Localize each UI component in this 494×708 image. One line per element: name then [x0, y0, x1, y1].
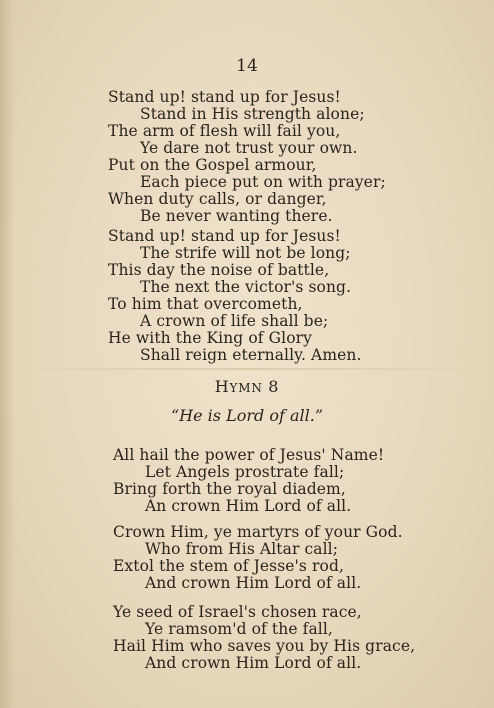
hymn-heading-initial: H: [214, 377, 230, 396]
verse-line: Crown Him, ye martyrs of your God.: [113, 523, 403, 541]
page-number: 14: [236, 56, 258, 76]
verse-line: Extol the stem of Jesse's rod,: [113, 557, 344, 575]
verse-line: Stand up! stand up for Jesus!: [108, 88, 341, 106]
verse-line: And crown Him Lord of all.: [145, 654, 362, 672]
verse-line: Ye dare not trust your own.: [140, 139, 358, 157]
verse-line: Let Angels prostrate fall;: [145, 463, 345, 481]
verse-line: Who from His Altar call;: [145, 540, 339, 558]
verse-line: Shall reign eternally. Amen.: [140, 346, 362, 364]
verse-line: All hail the power of Jesus' Name!: [113, 446, 385, 464]
page-fold: [0, 368, 494, 370]
verse-line: Put on the Gospel armour,: [108, 156, 317, 174]
verse-line: The next the victor's song.: [140, 278, 352, 296]
verse-line: He with the King of Glory: [108, 329, 312, 347]
verse-line: Stand up! stand up for Jesus!: [108, 227, 341, 245]
verse-line: When duty calls, or danger,: [108, 190, 327, 208]
page-edge-shadow: [0, 0, 14, 708]
verse-line: A crown of life shall be;: [140, 312, 329, 330]
hymn-heading-rest: YMN: [229, 381, 263, 395]
hymn-subtitle: “He is Lord of all.”: [170, 406, 323, 425]
verse-line: Stand in His strength alone;: [140, 105, 365, 123]
verse-line: An crown Him Lord of all.: [145, 497, 352, 515]
verse-line: The arm of flesh will fail you,: [108, 122, 341, 140]
verse-line: Ye ramsom'd of the fall,: [145, 620, 333, 638]
verse-line: To him that overcometh,: [108, 295, 303, 313]
verse-line: Bring forth the royal diadem,: [113, 480, 346, 498]
hymn-number: 8: [268, 377, 280, 396]
verse-line: This day the noise of battle,: [108, 261, 330, 279]
verse-line: Each piece put on with prayer;: [140, 173, 386, 191]
verse-line: Be never wanting there.: [140, 207, 333, 225]
verse-line: The strife will not be long;: [140, 244, 351, 262]
verse-line: And crown Him Lord of all.: [145, 574, 362, 592]
hymn-heading: [0, 377, 494, 396]
verse-line: Hail Him who saves you by His grace,: [113, 637, 416, 655]
verse-line: Ye seed of Israel's chosen race,: [113, 603, 362, 621]
